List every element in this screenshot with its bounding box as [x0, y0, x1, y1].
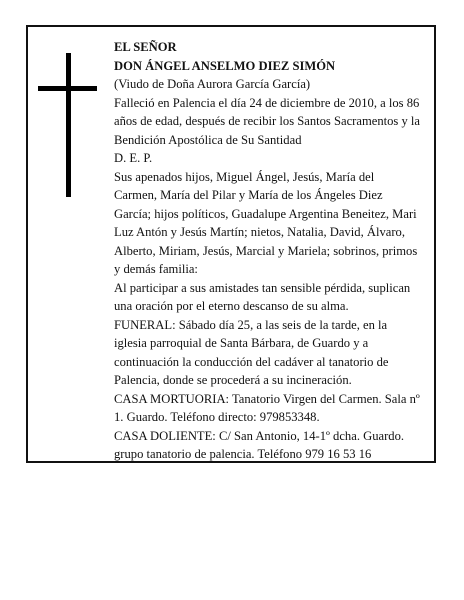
rip-line: D. E. P.: [114, 151, 153, 165]
obituary-text: [114, 38, 420, 464]
funeral-home-contact: grupo tanatorio de palencia. Teléfono 979 16 53 16: [114, 447, 372, 461]
prayer-request: Al participar a sus amistades tan sensible pérdida, suplican una oración por el eterno descanso de su alma.: [114, 280, 411, 313]
mortuary-info: CASA MORTUORIA: Tanatorio Virgen del Carmen. Sala nº 1. Guardo. Teléfono directo: 979853348.: [114, 391, 420, 424]
deceased-name: DON ÁNGEL ANSELMO DIEZ SIMÓN: [114, 58, 336, 73]
death-announcement: Falleció en Palencia el día 24 de diciembre de 2010, a los 86 años de edad, después de recibir los Santos Sacramentos y la Bendición Apostólica de Su Santidad: [114, 95, 421, 147]
cross-icon: [66, 53, 71, 197]
funeral-details: FUNERAL: Sábado día 25, a las seis de la tarde, en la iglesia parroquial de Santa Bárbara, de Guardo y a continuación la conducción del cadáver al tanatorio de Palencia, donde se procederá a su incineración.: [114, 317, 389, 387]
mourning-home: CASA DOLIENTE: C/ San Antonio, 14-1º dcha. Guardo.: [114, 428, 405, 443]
family-list: Sus apenados hijos, Miguel Ángel, Jesús, María del Carmen, María del Pilar y María de los Ángeles Diez García; hijos políticos, Guadalupe Argentina Beneitez, Mari Luz Antón y Jesús Martín; nietos, Natalia, David, Álvaro, Alberto, Miriam, Jesús, Marcial y Mariela; sobrinos, primos y demás familia:: [114, 169, 418, 276]
cross-icon-bar: [38, 86, 97, 91]
title-line-1: EL SEÑOR: [114, 40, 177, 54]
widow-note: (Viudo de Doña Aurora García García): [114, 77, 311, 91]
